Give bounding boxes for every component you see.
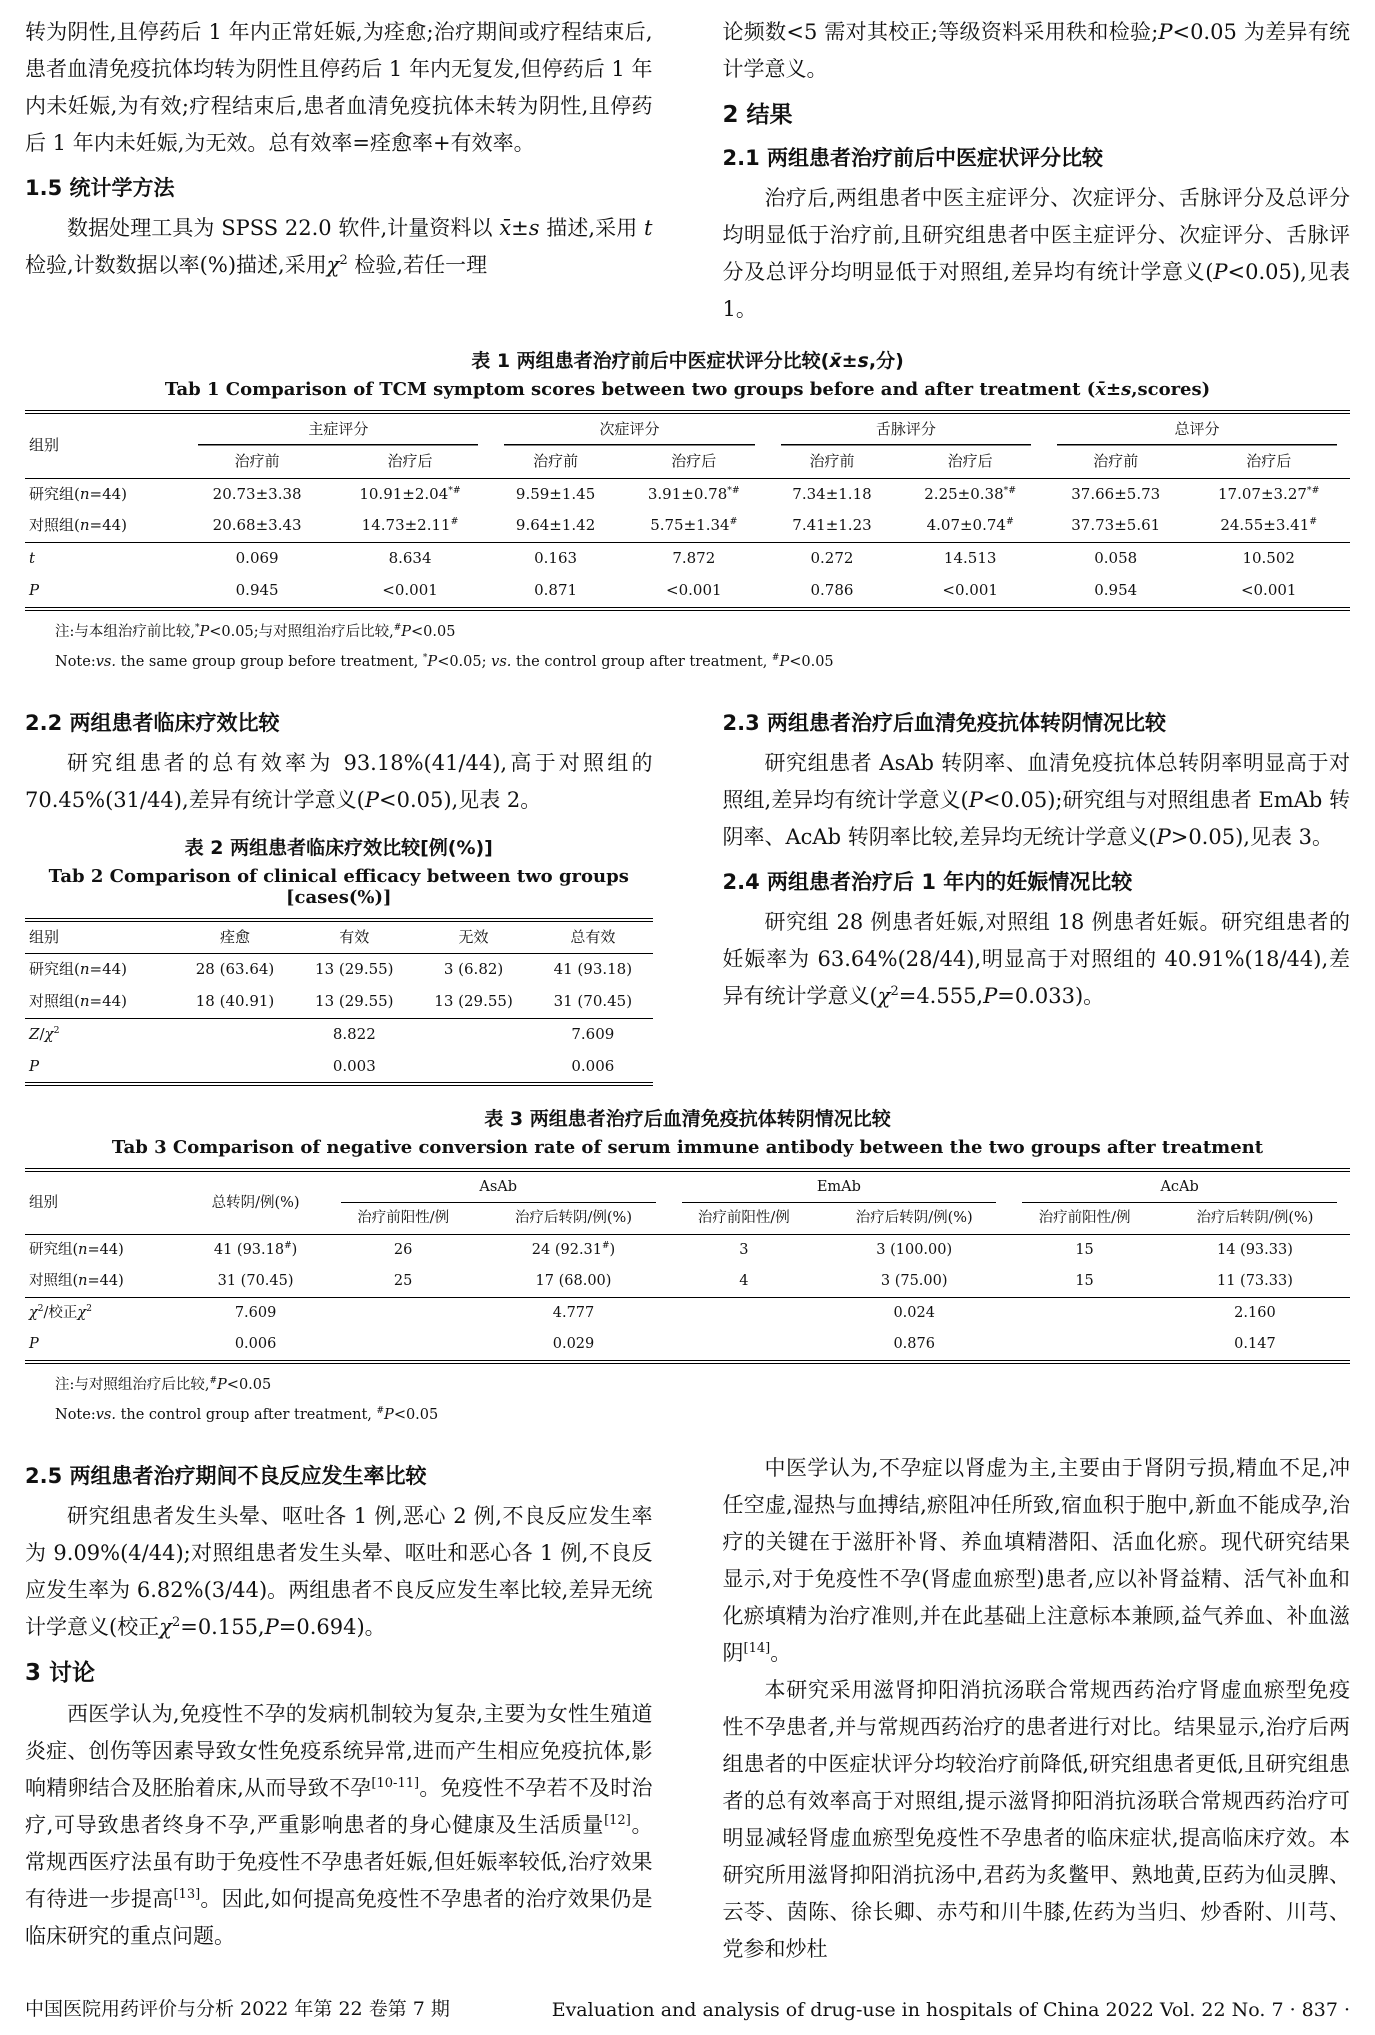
table-cell: 24.55±3.41# — [1220, 516, 1318, 535]
table-cell — [1009, 1298, 1160, 1330]
table-header-cell: 治疗后 — [329, 446, 492, 478]
table-cell: $\chi^2/$校正$\chi^2$ — [25, 1298, 183, 1330]
table-header-cell: 治疗前阳性/例 — [669, 1203, 820, 1235]
table-stat-row — [25, 1051, 653, 1085]
table-cell: 15 — [1075, 1242, 1094, 1259]
footer-journal-cn: 中国医院用药评价与分析 2022 年第 22 卷第 7 期 — [25, 1998, 450, 2021]
section-heading-2-3: 2.3 两组患者治疗后血清免疫抗体转阴情况比较 — [722, 710, 1167, 735]
table-cell: 对照组(n=44) — [29, 1273, 124, 1290]
left-column-middle — [25, 697, 653, 1087]
table-cell — [669, 1329, 820, 1362]
table-header-cell: 治疗前 — [491, 446, 620, 478]
table-cell: 3 — [739, 1242, 749, 1259]
section-heading-3: 3 讨论 — [25, 1660, 96, 1687]
section-heading-2-1: 2.1 两组患者治疗前后中医症状评分比较 — [722, 146, 1104, 170]
paragraph: 西医学认为,免疫性不孕的发病机制较为复杂,主要为女性生殖道炎症、创伤等因素导致女性免疫系统异常,进而产生相应免疫抗体,影响精卵结合及胚胎着床,从而导致不孕[10-11]。免疫性不孕若不及时治疗,可导致患者终身不孕,严重影响患者的身心健康及生活质量[12]。常规西医疗法虽有助于免疫性不孕患者妊娠,但妊娠率较低,治疗效果有待进一步提高[13]。因此,如何提高免疫性不孕患者的治疗效果仍是临床研究的重点问题。 — [25, 1702, 653, 1949]
table-header-cell: 治疗前阳性/例 — [1009, 1203, 1160, 1235]
table-cell: 对照组(n=44) — [29, 516, 128, 535]
table-cell: 研究组(n=44) — [29, 960, 128, 979]
table-cell: 15 — [1075, 1273, 1094, 1290]
section-heading-1-5: 1.5 统计学方法 — [25, 176, 175, 200]
table-header-cell: 总转阴/例(%) — [183, 1170, 328, 1235]
table-header-cell: 组别 — [25, 920, 175, 954]
section-heading-2-5: 2.5 两组患者治疗期间不良反应发生率比较 — [25, 1464, 427, 1489]
table-header-cell: AcAb — [1009, 1170, 1350, 1203]
table-cell: 2.160 — [1160, 1298, 1350, 1330]
table-cell: 20.73±3.38 — [212, 484, 302, 503]
table-row — [25, 1266, 1350, 1298]
table-cell: 0.163 — [491, 543, 620, 575]
table-header-cell: 治疗后转阴/例(%) — [819, 1203, 1009, 1235]
table-cell: 0.024 — [819, 1298, 1009, 1330]
table1-block — [25, 332, 1350, 675]
table-cell: 研究组(n=44) — [29, 1242, 124, 1259]
table-cell: 0.954 — [1094, 580, 1138, 599]
table-cell: 7.872 — [620, 543, 768, 575]
table-cell: 0.871 — [534, 580, 578, 599]
table-cell: 0.876 — [893, 1336, 935, 1353]
bottom-section — [25, 1450, 1350, 1968]
table-cell: 37.73±5.61 — [1071, 516, 1161, 535]
table-cell: 11 (73.33) — [1216, 1273, 1293, 1290]
table-header-cell: 治疗前阳性/例 — [328, 1203, 479, 1235]
table-cell: 18 (40.91) — [195, 992, 275, 1010]
table-header-row — [25, 412, 1350, 446]
table-cell: $Z/\chi^2$ — [25, 1018, 175, 1050]
table3-title-en: Tab 3 Comparison of negative conversion rate of serum immune antibody between the two groups after treatment — [111, 1137, 1264, 1159]
table3-title-cn: 表 3 两组患者治疗后血清免疫抗体转阴情况比较 — [484, 1108, 891, 1131]
page-footer — [25, 1968, 1350, 2021]
table-cell: 对照组(n=44) — [29, 992, 128, 1010]
paragraph: 中医学认为,不孕症以肾虚为主,主要由于肾阴亏损,精血不足,冲任空虚,湿热与血搏结,瘀阻冲任所致,宿血积于胞中,新血不能成孕,治疗的关键在于滋肝补肾、养血填精潜阳、活血化瘀。现代研究结果显示,对于免疫性不孕(肾虚血瘀型)患者,应以补肾益精、活气补血和化瘀填精为治疗准则,并在此基础上注意标本兼顾,益气养血、补血滋阴[14]。 — [722, 1456, 1350, 1666]
left-column-top — [25, 14, 653, 328]
table-cell: 24 (92.31#) — [531, 1241, 616, 1259]
table-stat-row — [25, 1018, 653, 1050]
table-cell: 25 — [393, 1273, 413, 1290]
table-stat-row — [25, 1329, 1350, 1362]
section-heading-2-4: 2.4 两组患者治疗后 1 年内的妊娠情况比较 — [722, 869, 1133, 894]
table-header-cell: 治疗前 — [1044, 446, 1187, 478]
table-cell: 26 — [393, 1242, 413, 1259]
paragraph: 研究组 28 例患者妊娠,对照组 18 例患者妊娠。研究组患者的妊娠率为 63.64%(28/44),明显高于对照组的 40.91%(18/44),差异有统计学意义$(\chi^2=4.555,P=0.033)$。 — [722, 909, 1350, 1008]
table-row — [25, 510, 1350, 542]
table-cell — [175, 1018, 294, 1050]
table-cell: 13 (29.55) — [315, 992, 394, 1010]
table-cell: 17.07±3.27*# — [1218, 484, 1320, 503]
table3-note-cn: 注:与对照组治疗后比较,#P<0.05 — [55, 1376, 272, 1394]
section-heading-2: 2 结果 — [722, 102, 793, 128]
table-header-cell: 治疗后转阴/例(%) — [1160, 1203, 1350, 1235]
table-cell: P — [29, 1336, 39, 1353]
tcm-score-table — [25, 410, 1350, 611]
table-header-cell: EmAb — [669, 1170, 1010, 1203]
middle-section — [25, 697, 1350, 1087]
table-header-cell: 痊愈 — [175, 920, 294, 954]
table-row — [25, 478, 1350, 510]
table-cell: <0.001 — [1240, 580, 1297, 599]
table-cell: 14 (93.33) — [1216, 1242, 1293, 1259]
table-cell: <0.001 — [942, 580, 998, 599]
table-row — [25, 1235, 1350, 1267]
table-header-cell: 治疗后 — [1187, 446, 1350, 478]
section-heading-2-2: 2.2 两组患者临床疗效比较 — [25, 710, 280, 735]
right-column-middle — [723, 697, 1351, 1087]
table-cell — [328, 1329, 479, 1362]
table-header-row — [25, 446, 1350, 478]
table-cell: 0.272 — [768, 543, 897, 575]
table1-title-en: Tab 1 Comparison of TCM symptom scores between two groups before and after treatment (x̄±s,scores) — [164, 379, 1211, 400]
table-header-cell: 次症评分 — [491, 412, 767, 446]
table-cell: 5.75±1.34# — [650, 516, 738, 535]
table-cell: 3 (6.82) — [443, 960, 504, 979]
table-cell: 31 (70.45) — [553, 992, 633, 1010]
table-cell — [175, 1051, 294, 1085]
table-cell — [328, 1298, 479, 1330]
table-header-cell: 组别 — [25, 1170, 183, 1235]
table-cell: 3 (75.00) — [880, 1273, 948, 1290]
table-cell: 0.006 — [571, 1056, 615, 1075]
table-header-cell: 治疗后 — [896, 446, 1044, 478]
table-header-cell: 治疗前 — [768, 446, 897, 478]
table-cell: 0.147 — [1234, 1336, 1276, 1353]
right-column-bottom — [723, 1450, 1351, 1968]
table-cell: <0.001 — [666, 580, 722, 599]
table-cell: 9.59±1.45 — [515, 484, 596, 503]
table-cell: 20.68±3.43 — [212, 516, 302, 535]
table2-title-cn: 表 2 两组患者临床疗效比较[例(%)] — [184, 836, 493, 859]
table-stat-row — [25, 1298, 1350, 1330]
paragraph: 本研究采用滋肾抑阳消抗汤联合常规西药治疗肾虚血瘀型免疫性不孕患者,并与常规西药治疗的患者进行对比。结果显示,治疗后两组患者的中医症状评分均较治疗前降低,研究组患者更低,且研究组患者的总有效率高于对照组,提示滋肾抑阳消抗汤联合常规西药治疗可明显减轻肾虚血瘀型免疫性不孕患者的临床症状,提高临床疗效。本研究所用滋肾抑阳消抗汤中,君药为炙鳖甲、熟地黄,臣药为仙灵脾、云苓、茵陈、徐长卿、赤芍和川牛膝,佐药为当归、炒香附、川芎、党参和炒杜 — [722, 1678, 1350, 1962]
table-cell: 41 (93.18#) — [213, 1241, 298, 1259]
table-row — [25, 986, 653, 1018]
table-row — [25, 954, 653, 986]
paragraph: 治疗后,两组患者中医主症评分、次症评分、舌脉评分及总评分均明显低于治疗前,且研究组患者中医主症评分、次症评分、舌脉评分及总评分均明显低于对照组,差异均有统计学意义(P<0.05),见表 1。 — [722, 186, 1350, 321]
table-cell: 0.006 — [234, 1336, 277, 1353]
table-header-cell: 主症评分 — [185, 412, 491, 446]
table-header-cell: 有效 — [295, 920, 414, 954]
table-cell: 13 (29.55) — [315, 960, 394, 979]
table-cell: 4 — [739, 1273, 749, 1290]
table-cell: 8.822 — [295, 1018, 414, 1050]
paragraph: 转为阴性,且停药后 1 年内正常妊娠,为痊愈;治疗期间或疗程结束后,患者血清免疫抗体均转为阴性且停药后 1 年内无复发,但停药后 1 年内未妊娠,为有效;疗程结束后,患者血清免疫抗体未转为阴性,且停药后 1 年内未妊娠,为无效。总有效率=痊愈率+有效率。 — [25, 20, 653, 155]
table-cell: P — [29, 580, 40, 599]
table-cell — [669, 1298, 820, 1330]
table2-title-en: Tab 2 Comparison of clinical efficacy between two groups [cases(%)] — [48, 865, 629, 908]
table-cell: 2.25±0.38*# — [924, 484, 1017, 503]
paragraph: 研究组患者 AsAb 转阴率、血清免疫抗体总转阴率明显高于对照组,差异均有统计学意义(P<0.05);研究组与对照组患者 EmAb 转阴率、AcAb 转阴率比较,差异均无统计学意义(P>0.05),见表 3。 — [722, 750, 1350, 849]
table-cell: 0.058 — [1044, 543, 1187, 575]
table-cell — [414, 1018, 533, 1050]
table-cell: 9.64±1.42 — [515, 516, 596, 535]
right-column-top — [723, 14, 1351, 328]
table-header-cell: 治疗后转阴/例(%) — [478, 1203, 668, 1235]
paragraph: 数据处理工具为 SPSS 22.0 软件,计量资料以 x̄±s 描述,采用 t 检验,计数数据以率(%)描述,采用$\chi^2$ 检验,若任一理 — [25, 216, 653, 277]
paragraph: 研究组患者的总有效率为 93.18%(41/44),高于对照组的 70.45%(31/44),差异有统计学意义(P<0.05),见表 2。 — [25, 750, 653, 812]
paragraph: 论频数<5 需对其校正;等级资料采用秩和检验;P<0.05 为差异有统计学意义。 — [722, 20, 1351, 81]
table-cell: 0.029 — [552, 1336, 595, 1353]
table-cell: 0.945 — [235, 580, 279, 599]
table-header-cell: 组别 — [25, 412, 185, 478]
clinical-efficacy-table — [25, 918, 653, 1087]
left-column-bottom — [25, 1450, 653, 1968]
table-cell: 7.41±1.23 — [792, 516, 872, 535]
table-cell: 13 (29.55) — [434, 992, 513, 1010]
top-section — [25, 14, 1350, 328]
table-cell: 7.609 — [533, 1018, 652, 1050]
antibody-conversion-table — [25, 1168, 1350, 1364]
table-cell: 7.34±1.18 — [792, 484, 872, 503]
table-cell — [414, 1051, 533, 1085]
table-cell: 研究组(n=44) — [29, 484, 128, 503]
table-cell: 8.634 — [329, 543, 492, 575]
table-cell: t — [25, 543, 185, 575]
table-header-cell: 治疗后 — [620, 446, 768, 478]
table-cell: 4.777 — [478, 1298, 668, 1330]
table-header-cell: 无效 — [414, 920, 533, 954]
table-cell: 3.91±0.78*# — [647, 484, 740, 503]
table-cell: 0.786 — [810, 580, 854, 599]
table-cell: 17 (68.00) — [535, 1273, 612, 1290]
table-cell: 14.73±2.11# — [361, 516, 459, 535]
table-cell: 31 (70.45) — [217, 1273, 294, 1290]
table-cell: 10.91±2.04*# — [359, 484, 461, 503]
table-header-row — [25, 1170, 1350, 1203]
table-header-cell: 总有效 — [533, 920, 652, 954]
table-cell: 41 (93.18) — [553, 960, 633, 979]
table-cell: 4.07±0.74# — [926, 516, 1014, 535]
table-cell: 14.513 — [896, 543, 1044, 575]
table-header-row — [25, 920, 653, 954]
table3-note-en: Note:vs. the control group after treatment, #P<0.05 — [55, 1406, 439, 1424]
table-cell: 37.66±5.73 — [1071, 484, 1161, 503]
table-stat-row — [25, 543, 1350, 575]
table1-note-cn: 注:与本组治疗前比较,*P<0.05;与对照组治疗后比较,#P<0.05 — [55, 622, 456, 640]
table-stat-row — [25, 575, 1350, 609]
table-cell: 28 (63.64) — [195, 960, 275, 979]
table-cell — [1009, 1329, 1160, 1362]
table1-title-cn: 表 1 两组患者治疗前后中医症状评分比较(x̄±s,分) — [471, 350, 904, 372]
table-cell: <0.001 — [382, 580, 438, 599]
table-cell: 0.069 — [185, 543, 328, 575]
table1-note-en: Note:vs. the same group group before treatment, *P<0.05; vs. the control group after treatment, #P<0.05 — [55, 652, 834, 670]
table-cell: 7.609 — [183, 1298, 328, 1330]
table-cell: 10.502 — [1187, 543, 1350, 575]
footer-journal-en: Evaluation and analysis of drug-use in hospitals of China 2022 Vol. 22 No. 7 · 837 · — [551, 1999, 1350, 2022]
table-header-cell: 总评分 — [1044, 412, 1350, 446]
paragraph: 研究组患者发生头晕、呕吐各 1 例,恶心 2 例,不良反应发生率为 9.09%(4/44);对照组患者发生头晕、呕吐和恶心各 1 例,不良反应发生率为 6.82%(3/44)。两组患者不良反应发生率比较,差异无统计学意义(校正$\chi^2=0.155,P=0.694$)。 — [25, 1504, 653, 1640]
table3-block — [25, 1090, 1350, 1428]
table-header-cell: AsAb — [328, 1170, 669, 1203]
table-cell: 0.003 — [332, 1056, 376, 1075]
table-cell: 3 (100.00) — [876, 1242, 953, 1259]
table-header-cell: 治疗前 — [185, 446, 328, 478]
table-header-cell: 舌脉评分 — [768, 412, 1044, 446]
table-cell: P — [29, 1056, 40, 1075]
